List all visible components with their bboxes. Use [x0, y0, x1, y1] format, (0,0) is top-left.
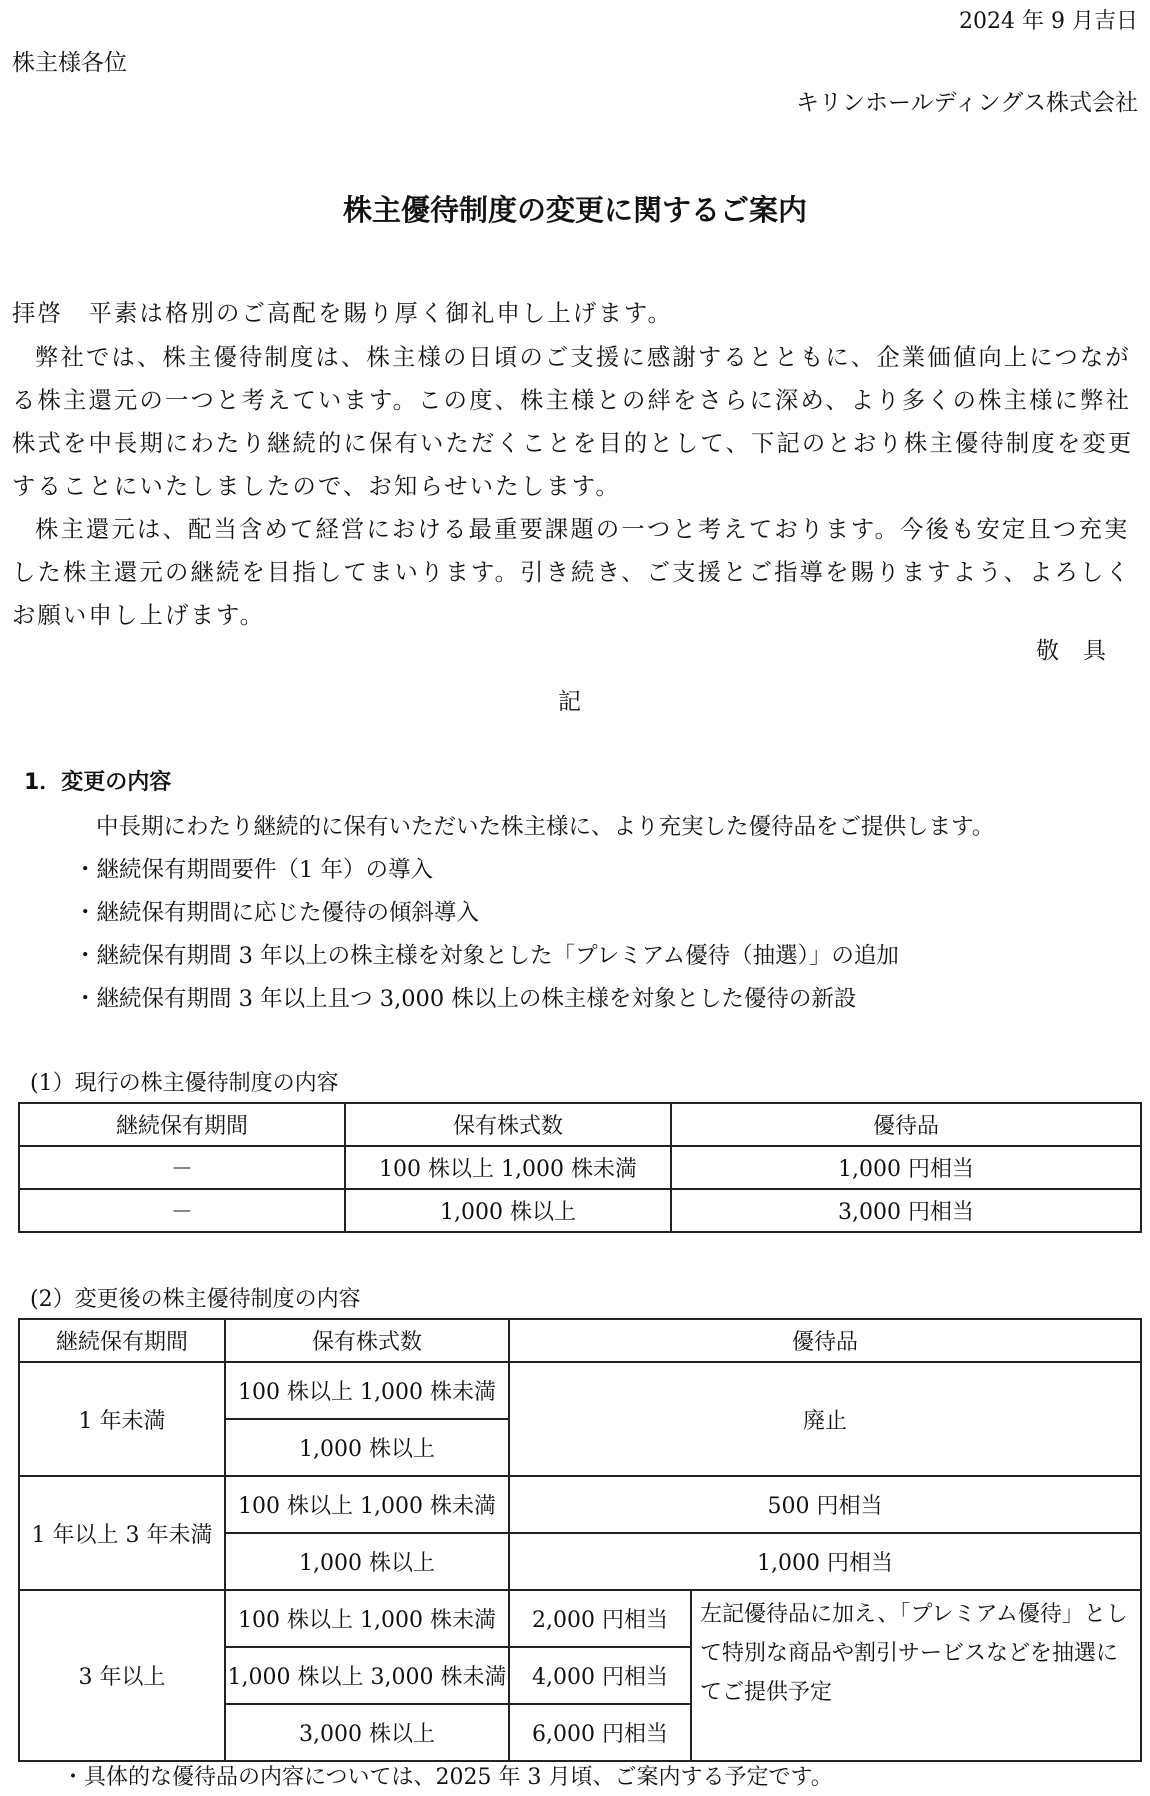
document-title: 株主優待制度の変更に関するご案内 [342, 193, 807, 227]
cell-benefit: 6,000 円相当 [509, 1704, 691, 1761]
cell-period: 3 年以上 [19, 1590, 225, 1761]
table-row [19, 1362, 1141, 1419]
current-benefits-table [18, 1102, 1142, 1233]
cell-shares: 100 株以上 1,000 株未満 [345, 1146, 671, 1189]
change-bullet: ・継続保有期間要件（1 年）の導入 [74, 857, 433, 883]
company-name: キリンホールディングス株式会社 [795, 90, 1138, 116]
cell-shares: 100 株以上 1,000 株未満 [225, 1590, 509, 1647]
footnote: ・具体的な優待品の内容については、2025 年 3 月頃、ご案内する予定です。 [62, 1765, 833, 1790]
cell-shares: 1,000 株以上 [345, 1189, 671, 1232]
cell-period: － [19, 1189, 345, 1232]
addressee: 株主様各位 [12, 50, 127, 76]
table-row [19, 1146, 1141, 1189]
header-shares: 保有株式数 [225, 1319, 509, 1362]
cell-shares: 1,000 株以上 [225, 1533, 509, 1590]
cell-benefit: 3,000 円相当 [671, 1189, 1141, 1232]
cell-shares: 1,000 株以上 [225, 1419, 509, 1476]
cell-shares: 1,000 株以上 3,000 株未満 [225, 1647, 509, 1704]
header-benefit: 優待品 [671, 1103, 1141, 1146]
current-table-caption: (1）現行の株主優待制度の内容 [30, 1071, 339, 1096]
greeting: 拝啓 平素は格別のご高配を賜り厚く御礼申し上げます。 [12, 300, 674, 327]
cell-benefit: 4,000 円相当 [509, 1647, 691, 1704]
change-bullet: ・継続保有期間に応じた優待の傾斜導入 [74, 900, 480, 926]
header-period: 継続保有期間 [19, 1103, 345, 1146]
cell-shares: 100 株以上 1,000 株未満 [225, 1362, 509, 1419]
body-paragraph-1: 弊社では、株主優待制度は、株主様の日頃のご支援に感謝するとともに、企業価値向上につながる株主還元の一つと考えています。この度、株主様との絆をさらに深め、より多くの株主様に弊社株式を中長期にわたり継続的に保有いただくことを目的として、下記のとおり株主優待制度を変更することにいたしましたので、お知らせいたします。 [12, 344, 1134, 500]
change-bullet: ・継続保有期間 3 年以上且つ 3,000 株以上の株主様を対象とした優待の新設 [74, 986, 857, 1012]
cell-benefit: 1,000 円相当 [509, 1533, 1141, 1590]
closing-keigu: 敬具 [1036, 638, 1130, 664]
section-lead: 中長期にわたり継続的に保有いただいた株主様に、より充実した優待品をご提供します。 [96, 814, 995, 840]
table-row [19, 1590, 1141, 1647]
body-paragraph-2: 株主還元は、配当含めて経営における最重要課題の一つと考えております。今後も安定且つ充実した株主還元の継続を目指してまいります。引き続き、ご支援とご指導を賜りますよう、よろしくお願い申し上げます。 [12, 516, 1132, 629]
table-row [19, 1476, 1141, 1533]
new-benefits-table [18, 1318, 1142, 1762]
cell-benefit: 500 円相当 [509, 1476, 1141, 1533]
header-shares: 保有株式数 [345, 1103, 671, 1146]
header-period: 継続保有期間 [19, 1319, 225, 1362]
premium-benefit-note: 左記優待品に加え、「プレミアム優待」として特別な商品や割引サービスなどを抽選にてご提供予定 [691, 1590, 1141, 1761]
header-benefit: 優待品 [509, 1319, 1141, 1362]
change-bullet: ・継続保有期間 3 年以上の株主様を対象とした「プレミアム優待（抽選）」の追加 [74, 943, 899, 969]
new-table-caption: (2）変更後の株主優待制度の内容 [30, 1287, 361, 1312]
ki-mark: 記 [558, 689, 581, 715]
cell-period: － [19, 1146, 345, 1189]
table-row [19, 1189, 1141, 1232]
cell-benefit-abolished: 廃止 [509, 1362, 1141, 1476]
cell-benefit: 1,000 円相当 [671, 1146, 1141, 1189]
cell-shares: 100 株以上 1,000 株未満 [225, 1476, 509, 1533]
cell-period: 1 年未満 [19, 1362, 225, 1476]
cell-shares: 3,000 株以上 [225, 1704, 509, 1761]
section-heading: 1．変更の内容 [24, 770, 172, 795]
table-header-row [19, 1103, 1141, 1146]
document-date: 2024 年 9 月吉日 [959, 9, 1138, 34]
cell-benefit: 2,000 円相当 [509, 1590, 691, 1647]
table-header-row [19, 1319, 1141, 1362]
cell-period: 1 年以上 3 年未満 [19, 1476, 225, 1590]
